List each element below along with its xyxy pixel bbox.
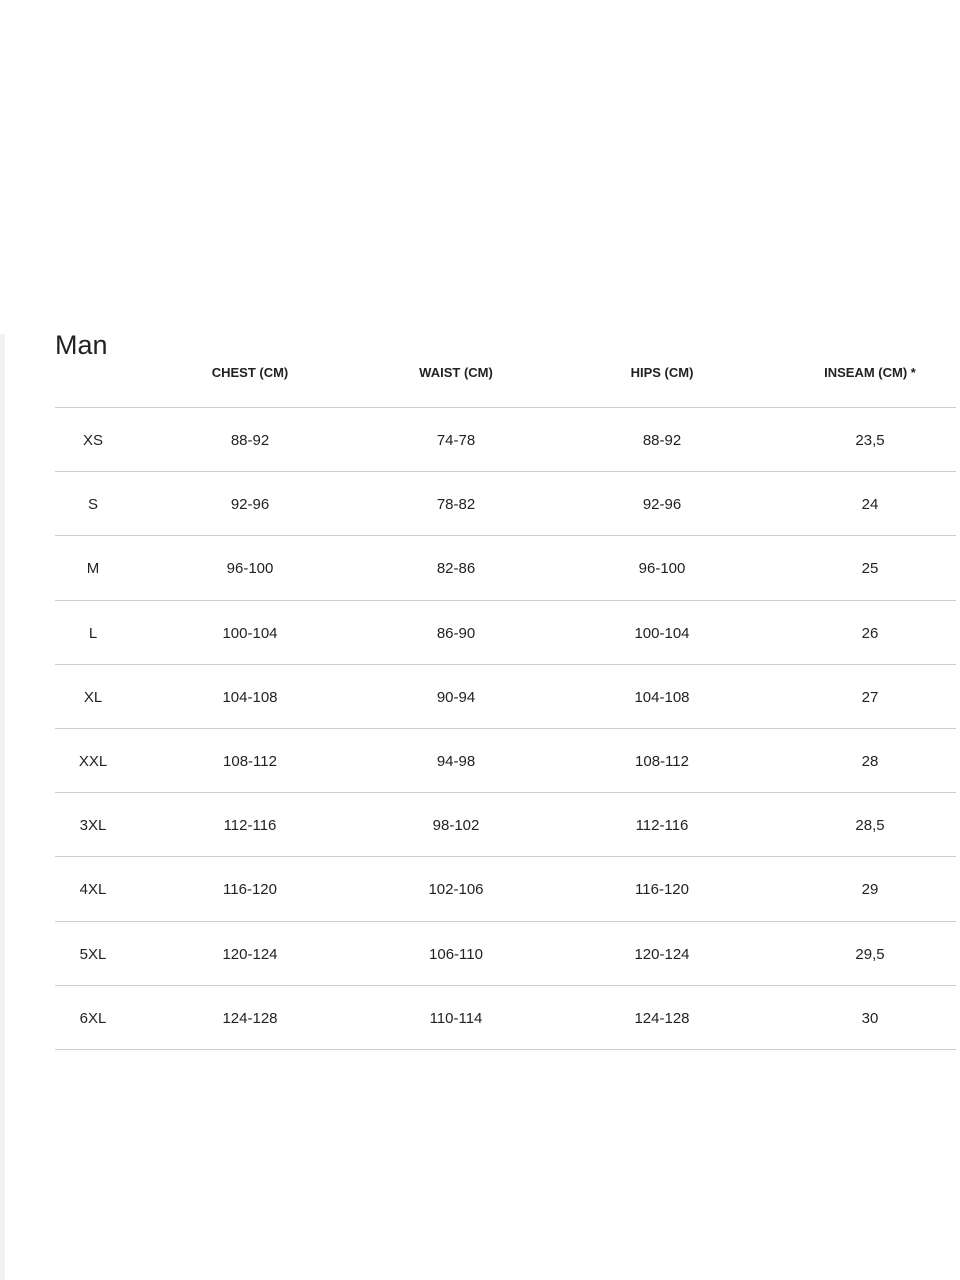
row-divider	[55, 856, 956, 857]
cell-inseam: 28	[861, 753, 879, 770]
row-divider	[55, 407, 956, 408]
cell-hips: 104-108	[634, 689, 690, 706]
cell-waist: 94-98	[436, 753, 476, 770]
row-divider	[55, 728, 956, 729]
cell-size: S	[87, 496, 98, 513]
left-divider	[0, 334, 5, 1280]
column-header-hips: HIPS (CM)	[630, 365, 694, 380]
row-divider	[55, 985, 956, 986]
cell-inseam: 24	[861, 496, 879, 513]
row-divider	[55, 664, 956, 665]
cell-chest: 120-124	[222, 946, 278, 963]
column-header-waist: WAIST (CM)	[419, 365, 493, 380]
cell-waist: 98-102	[432, 817, 480, 834]
cell-size: 5XL	[79, 946, 107, 963]
cell-chest: 116-120	[223, 881, 277, 898]
cell-size: M	[86, 560, 100, 577]
cell-chest: 124-128	[222, 1010, 278, 1027]
cell-hips: 120-124	[634, 946, 690, 963]
cell-waist: 106-110	[429, 946, 483, 963]
cell-size: 6XL	[79, 1010, 107, 1027]
cell-inseam: 29	[861, 881, 879, 898]
cell-chest: 100-104	[222, 625, 278, 642]
cell-hips: 92-96	[642, 496, 682, 513]
cell-size: 4XL	[79, 881, 107, 898]
row-divider	[55, 600, 956, 601]
cell-inseam: 30	[861, 1010, 879, 1027]
row-divider	[55, 535, 956, 536]
cell-chest: 88-92	[230, 432, 270, 449]
cell-hips: 112-116	[635, 817, 689, 834]
cell-chest: 96-100	[226, 560, 274, 577]
cell-hips: 100-104	[634, 625, 690, 642]
row-divider	[55, 921, 956, 922]
cell-chest: 112-116	[223, 817, 277, 834]
cell-size: XS	[82, 432, 103, 449]
cell-waist: 86-90	[436, 625, 476, 642]
cell-chest: 104-108	[222, 689, 278, 706]
cell-inseam: 26	[861, 625, 879, 642]
cell-inseam: 23,5	[855, 432, 885, 449]
row-divider	[55, 471, 956, 472]
cell-size: XL	[83, 689, 103, 706]
cell-inseam: 29,5	[855, 946, 885, 963]
cell-size: XXL	[78, 753, 108, 770]
cell-waist: 78-82	[436, 496, 476, 513]
cell-hips: 108-112	[635, 753, 689, 770]
cell-waist: 110-114	[429, 1010, 483, 1027]
cell-chest: 92-96	[230, 496, 270, 513]
cell-inseam: 27	[861, 689, 879, 706]
cell-waist: 90-94	[436, 689, 476, 706]
row-divider	[55, 792, 956, 793]
cell-hips: 96-100	[638, 560, 686, 577]
cell-hips: 88-92	[642, 432, 682, 449]
row-divider	[55, 1049, 956, 1050]
cell-size: L	[88, 625, 98, 642]
cell-inseam: 28,5	[855, 817, 885, 834]
column-header-chest: CHEST (CM)	[211, 365, 289, 380]
cell-inseam: 25	[861, 560, 879, 577]
cell-hips: 116-120	[635, 881, 689, 898]
cell-waist: 82-86	[436, 560, 476, 577]
table-title: Man	[55, 330, 108, 360]
cell-size: 3XL	[79, 817, 107, 834]
cell-hips: 124-128	[634, 1010, 690, 1027]
cell-waist: 74-78	[436, 432, 476, 449]
cell-chest: 108-112	[223, 753, 277, 770]
column-header-inseam: INSEAM (CM) *	[824, 365, 916, 380]
cell-waist: 102-106	[428, 881, 484, 898]
